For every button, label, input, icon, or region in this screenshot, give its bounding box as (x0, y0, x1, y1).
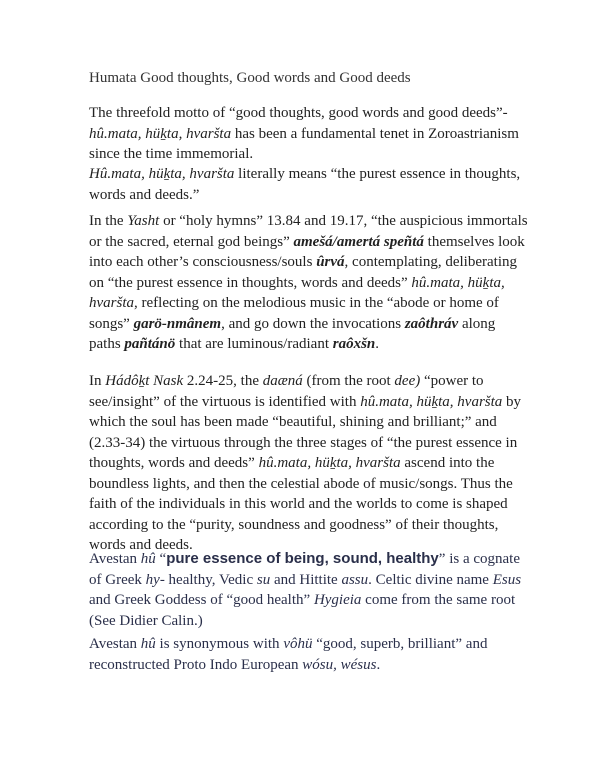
text: Avestan (89, 636, 141, 652)
text: that are luminous/radiant (175, 336, 333, 352)
avestan-term: daæná (262, 373, 303, 389)
text: In the (89, 213, 128, 229)
text: The threefold motto of “good thoughts, good words and good deeds”- (89, 105, 508, 121)
pie-term: wósu, wésus (302, 656, 377, 673)
text: or “holy hymns” 13.84 and 19.17, “the auspicious immortals or the sacred, eternal god beings” (89, 213, 528, 250)
paragraph-synonym (89, 634, 529, 675)
avestan-term: raôxšn (332, 336, 376, 352)
text: ascend into the boundless lights, and then the celestial abode of music/songs. Thus the faith of the individuals in this world and the worlds to come is shaped according to the “purity, soundness and goodness” of their thoughts, words and deeds. (89, 455, 513, 553)
avestan-term: hû.mata, hüḵta, hvaršta (360, 393, 503, 410)
text: has been a fundamental tenet in Zoroastrianism since the time immemorial. (89, 125, 519, 162)
text: In (89, 373, 106, 389)
avestan-term: hû.mata, hüḵta, hvaršta (89, 125, 232, 142)
text: “ (155, 551, 167, 567)
emphasized-gloss: pure essence of being, sound, healthy (166, 550, 439, 567)
text: , contemplating, deliberating on “the purest essence in thoughts, words and deeds” (89, 254, 517, 291)
avestan-term: amešá/amertá speñtá (293, 233, 424, 250)
text: - healthy, Vedic (159, 571, 257, 588)
avestan-term: hû (140, 551, 156, 567)
text: come from the same root (See Didier Calin.) (89, 592, 516, 629)
avestan-term: zaôthráv (404, 315, 459, 332)
scripture-name: Hádôḵt Nask (105, 373, 184, 389)
text: . Celtic divine name (368, 571, 493, 588)
avestan-term: hû.mata, hüḵta, hvaršta (89, 274, 505, 311)
text: , and go down the invocations (221, 315, 405, 332)
avestan-term: hû.mata, hüḵta, hvaršta (258, 455, 401, 471)
text: “good, superb, brilliant” and reconstructed Proto Indo European (89, 636, 488, 673)
document-title: Humata Good thoughts, Good words and Good deeds (89, 70, 411, 86)
text: and Hittite (270, 571, 342, 588)
text: themselves look into each other’s consciousness/souls (89, 233, 525, 270)
text: literally means “the purest essence in thoughts, words and deeds.” (89, 166, 521, 203)
celtic-name: Esus (492, 571, 522, 588)
paragraph-hadokht-nask (89, 371, 529, 556)
paragraph-avestan-hu (89, 549, 529, 631)
text: along paths (89, 315, 496, 352)
avestan-term: ûrvá (316, 254, 345, 270)
vedic-term: su (256, 571, 271, 588)
text: and Greek Goddess of “good health” (89, 592, 314, 608)
text: (from the root (302, 373, 395, 389)
text: . (375, 336, 380, 352)
avestan-term: hû (140, 636, 156, 652)
hittite-term: assu (341, 571, 369, 588)
paragraph-yasht (89, 211, 529, 355)
text: ” is a cognate of Greek (89, 551, 520, 588)
text: is synonymous with (155, 636, 284, 652)
avestan-term: vôhü (283, 636, 313, 652)
text: Avestan (89, 551, 141, 567)
paragraph-threefold-motto (89, 103, 529, 165)
text: 2.24-25, the (183, 373, 263, 389)
text: . (376, 656, 381, 673)
avestan-term: pañtánö (124, 336, 176, 352)
text: , reflecting on the melodious music in the “abode or home of songs” (89, 295, 499, 332)
scripture-name: Yasht (127, 213, 160, 229)
greek-goddess-name: Hygieia (313, 592, 362, 608)
paragraph-literal-meaning (89, 164, 529, 205)
avestan-term: garö-nmânem (133, 315, 222, 332)
avestan-term: dee) (394, 373, 421, 389)
text: “power to see/insight” of the virtuous is identified with (89, 373, 484, 410)
greek-term: hy (145, 571, 160, 588)
avestan-term: Hû.mata, hüḵta, hvaršta (89, 166, 235, 182)
text: by which the soul has been made “beautiful, shining and brilliant;” and (2.33-34) the virtuous through the three stages of “the purest essence in thoughts, words and deeds” (89, 393, 522, 471)
